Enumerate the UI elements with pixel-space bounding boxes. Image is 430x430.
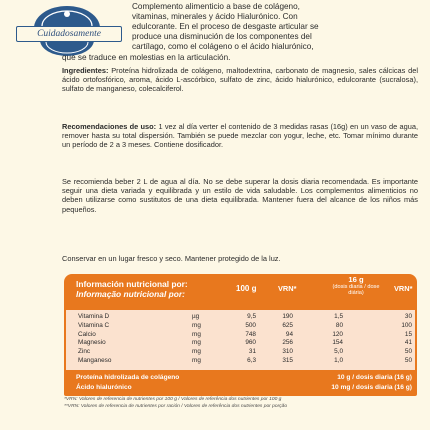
value-100g: 500 [245,321,256,329]
column-vrn: VRN* [278,284,297,293]
table-row [66,348,415,357]
nutrient-unit: mg [192,330,201,338]
nutrient-name: Manganeso [78,356,112,364]
nutrient-unit: mg [192,356,201,364]
ingredients-label: Ingredientes: [62,66,109,75]
usage-section [62,122,418,150]
nutrient-name: Calcio [78,330,96,338]
value-16g: 154 [332,339,343,347]
table-row [66,322,415,331]
column-16g-label: 16 g [348,275,364,284]
table-row [66,313,415,322]
column-16g-sub: (dosis diaria / dose diária) [332,284,380,297]
ingredients-section [62,66,418,94]
table-row [66,331,415,340]
vrn-16g: 15 [404,330,412,338]
value-16g: 80 [335,321,343,329]
table-row [66,357,415,366]
footer-hyaluronic-label: Ácido hialurónico [76,383,132,391]
value-16g: 1,0 [334,356,343,364]
header-portuguese: Informação nutricional por: [76,289,185,299]
vrn-100g: 310 [282,348,293,356]
nutrient-name: Zinc [78,348,91,356]
cuidadosamente-logo [12,2,122,58]
table-row [66,339,415,348]
value-100g: 9,5 [247,313,256,320]
vrn-16g: 100 [401,321,412,329]
intro-line-1: Complemento alimenticio a base de colágeno, [132,2,300,11]
nutrient-name: Vitamina C [78,321,110,329]
usage-text: 1 vez al día verter el contenido de 3 medidas rasas (16g) en un vaso de agua, remover hasta su total dispersión. También se puede mezclar con yogur, leche, etc. Tomar mínimo durante un período de 2 a 3 meses. Contiene dosificador. [62,122,418,150]
vrn-100g: 256 [282,339,293,347]
vrn-100g: 625 [282,321,293,329]
nutrient-name: Magnesio [78,339,106,347]
nutrient-unit: mg [192,339,201,347]
vrn-16g: 41 [404,339,412,347]
value-100g: 960 [245,339,256,347]
intro-line-6: que se traduce en molestias en la articulación. [62,53,231,62]
column-16g [326,276,386,297]
value-16g: 120 [332,330,343,338]
value-100g: 31 [248,348,256,356]
ingredients-text: Proteína hidrolizada de colágeno, maltodextrina, carbonato de magnesio, sales cálcicas del ácido ortofosfórico, aroma, ácido L-ascórbico, sulfato de zinc, ácido hialurónico, edulcorante (sucralosa), sulfato de manganeso, colecalciferol. [62,66,418,94]
intro-line-4: produce una disminución de los componentes del [132,32,312,41]
footer-hyaluronic-value: 10 mg / dosis diaria (16 g) [331,383,412,391]
value-16g: 5,0 [334,348,343,356]
column-vrn-daily: VRN* [394,284,413,293]
vrn-100g: 94 [285,330,293,338]
nutrition-table-footer [64,370,417,396]
storage-text: Conservar en un lugar fresco y seco. Mantener protegido de la luz. [62,254,281,263]
footer-collagen-value: 10 g / dosis diaria (16 g) [337,373,412,381]
warnings-text: Se recomienda beber 2 L de agua al día. No se debe superar la dosis diaria recomendada. Es importante seguir una dieta variada y equilibrada y un estilo de vida saludable. Los complementos alimenticios no deben utilizarse como sustitutos de una dieta equilibrada. Mantener fuera del alcance de los niños más pequeños. [62,177,418,214]
intro-line-5: cartílago, como el colágeno o el ácido hialurónico, [132,42,314,51]
value-16g: 1,5 [334,313,343,320]
vrn-100g: 315 [282,356,293,364]
nutrient-name: Vitamina D [78,313,110,320]
column-100g: 100 g [236,284,257,293]
nutrient-unit: mg [192,348,201,356]
intro-line-3: edulcorante. En el proceso de desgaste articular se [132,22,319,31]
value-100g: 6,3 [247,356,256,364]
footnote-portion: **VRN: Valores de referencia de nutrientes por ración / Valores de referência dos nutrientes por porção [64,404,288,409]
vrn-16g: 50 [404,356,412,364]
footnotes [64,396,420,410]
nutrient-unit: µg [192,313,200,320]
nutrition-table-body [64,310,417,370]
value-100g: 748 [245,330,256,338]
vrn-16g: 50 [404,348,412,356]
logo-wordmark: Cuidadosamente [16,26,122,42]
header-spanish: Información nutricional por: [76,279,188,289]
nutrition-table-header [64,274,417,310]
vrn-16g: 30 [404,313,412,320]
vrn-100g: 190 [282,313,293,320]
footnote-100g: *VRN: Valores de referencia de nutrientes por 100 g / Valores de referência dos nutrientes por 100 g [64,397,282,402]
footer-collagen-label: Proteína hidrolizada de colágeno [76,373,180,381]
nutrition-table [64,274,417,396]
usage-label: Recomendaciones de uso: [62,122,157,131]
nutrient-unit: mg [192,321,201,329]
intro-line-2: vitaminas, minerales y ácido Hialurónico. Con [132,12,298,21]
